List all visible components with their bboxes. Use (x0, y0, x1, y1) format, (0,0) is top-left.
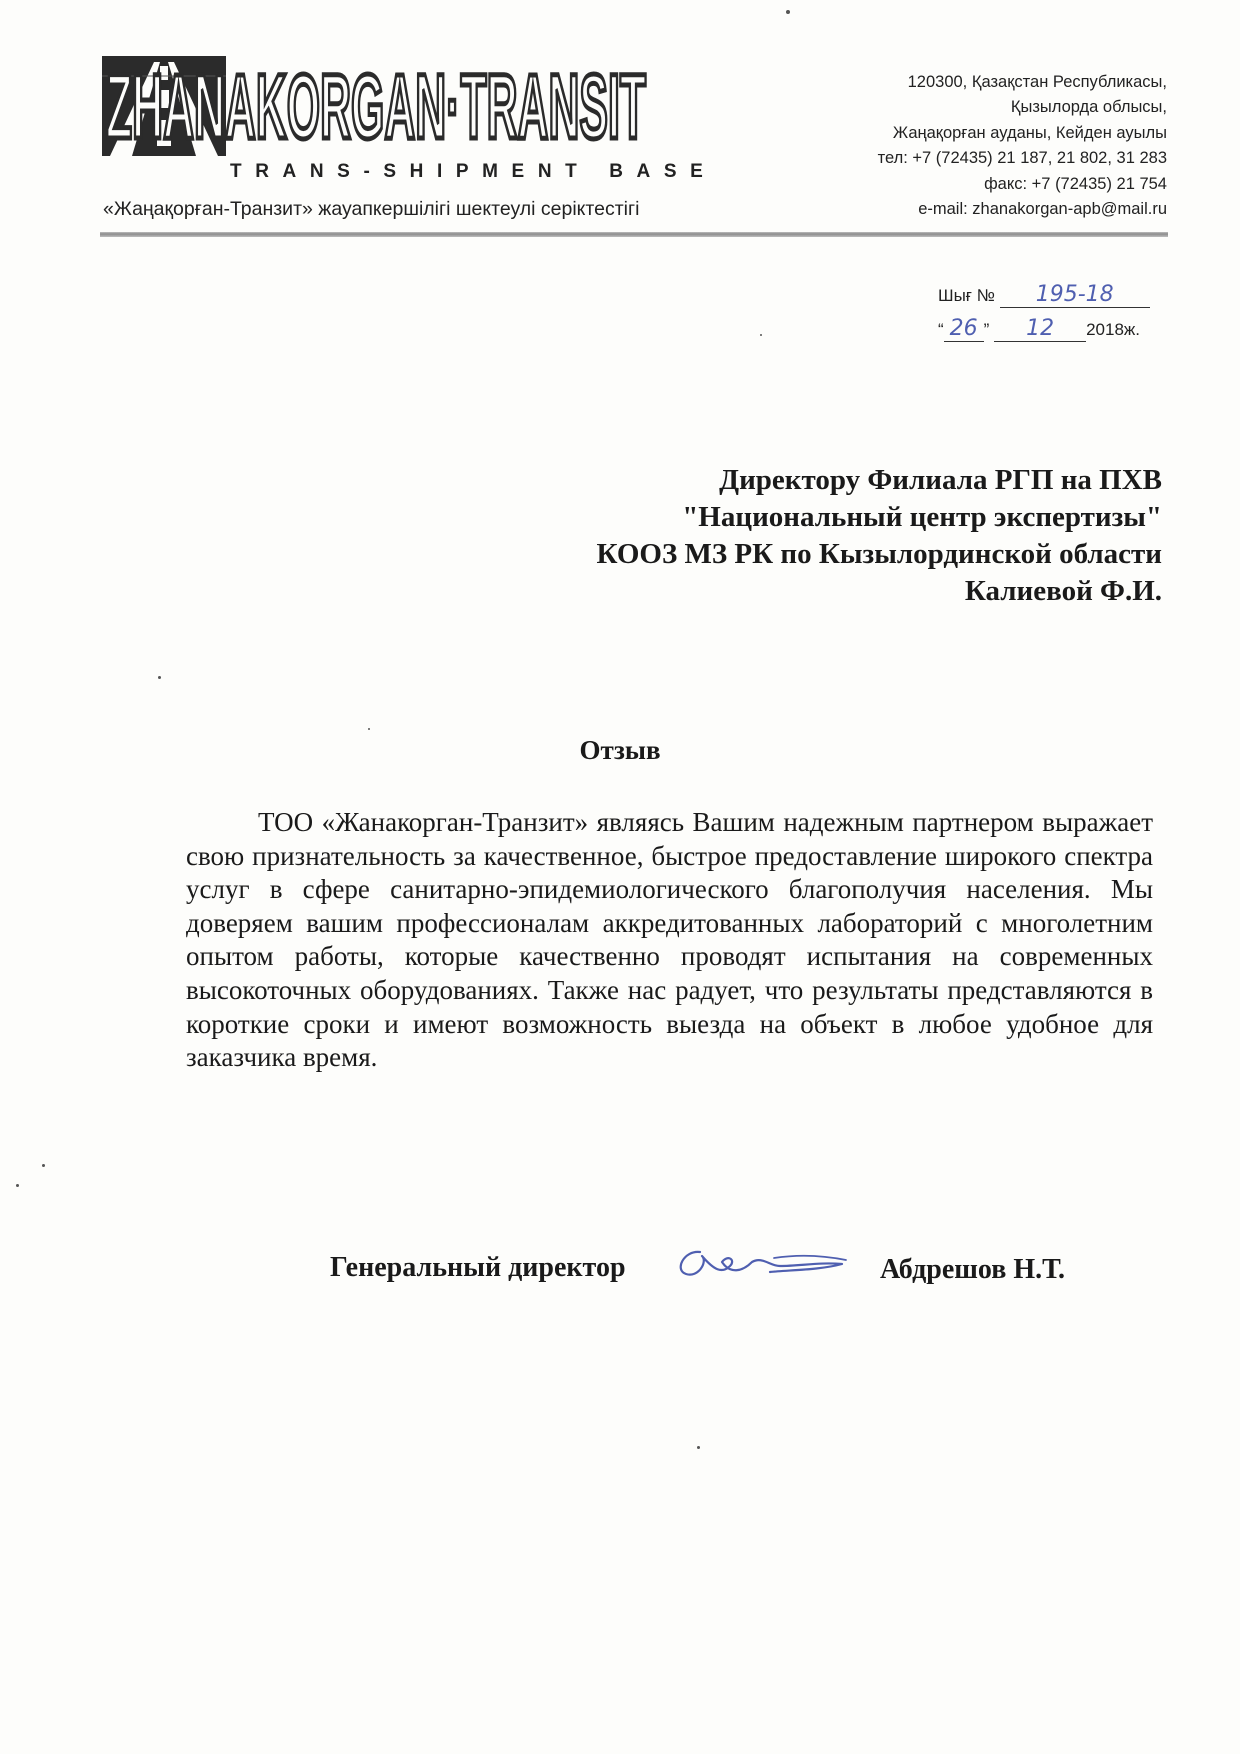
company-logo (102, 56, 717, 182)
reference-month: 12 (1026, 316, 1055, 341)
reference-number-label: Шығ № (938, 286, 995, 305)
addressee-line: КООЗ МЗ РК по Кызылординской области (596, 538, 1162, 570)
svg-text:ZHANAKORGAN·TRANSIT: ZHANAKORGAN·TRANSIT (106, 56, 646, 152)
header-divider (100, 232, 1168, 237)
company-legal-name: «Жаңақорған-Транзит» жауапкершілігі шектеулі серіктестігі (103, 198, 640, 220)
addressee-block (462, 462, 1162, 610)
addressee-line: "Национальный центр экспертизы" (682, 501, 1162, 533)
contact-line: факс: +7 (72435) 21 754 (984, 174, 1167, 193)
contact-line: тел: +7 (72435) 21 187, 21 802, 31 283 (877, 149, 1167, 168)
logo-wordmark (102, 56, 652, 152)
scan-speck (760, 334, 762, 336)
letter-body: ТОО «Жанакорган-Транзит» являясь Вашим надежным партнером выражает свою признательность за качественное, быстрое предоставление широкого спектра услуг в сфере санитарно-эпидемиологического благополучия населения. Мы доверяем вашим профессионалам аккредитованных лабораторий с многолетним опытом работы, которые качественно проводят испытания на современных высокоточных оборудованиях. Также нас радует, что результаты представляются в короткие сроки и имеют возможность выезда на объект в любое удобное для заказчика время. (186, 807, 1153, 1073)
reference-number-field (1000, 282, 1150, 308)
scan-speck (697, 1446, 700, 1449)
logo-tagline: TRANS-SHIPMENT BASE (230, 161, 717, 182)
signatory-name: Абдрешов Н.Т. (880, 1254, 1065, 1285)
contact-block (707, 70, 1167, 222)
reference-number-line (938, 282, 1178, 316)
signatory-position: Генеральный директор (330, 1252, 626, 1283)
reference-month-field (994, 316, 1086, 342)
scan-speck (16, 1184, 19, 1187)
document-title: Отзыв (579, 735, 661, 765)
contact-line: Жаңақорған ауданы, Кейден ауылы (892, 123, 1167, 142)
contact-line: 120300, Қазақстан Республикасы, (907, 73, 1167, 91)
addressee-name: Калиевой Ф.И. (964, 575, 1162, 607)
addressee-line: Директору Филиала РГП на ПХВ (719, 464, 1162, 496)
contact-email: e-mail: zhanakorgan-apb@mail.ru (918, 200, 1167, 219)
scan-speck (368, 728, 370, 730)
contact-line: Қызылорда облысы, (1010, 98, 1167, 117)
reference-block (938, 282, 1178, 350)
reference-day: 26 (949, 316, 978, 341)
handwritten-signature (670, 1240, 860, 1290)
scan-speck (158, 676, 161, 679)
reference-date-line: “ 26 ” 12 2018ж. (938, 316, 1140, 341)
svg-text:ZHANAKORGAN·TRANSIT: ZHANAKORGAN·TRANSIT (106, 56, 646, 152)
scan-speck (786, 10, 790, 14)
reference-number-value: 195-18 (1035, 282, 1114, 307)
reference-year: 2018ж. (1086, 320, 1140, 339)
scan-speck (42, 1164, 45, 1167)
reference-day-field (944, 316, 984, 342)
